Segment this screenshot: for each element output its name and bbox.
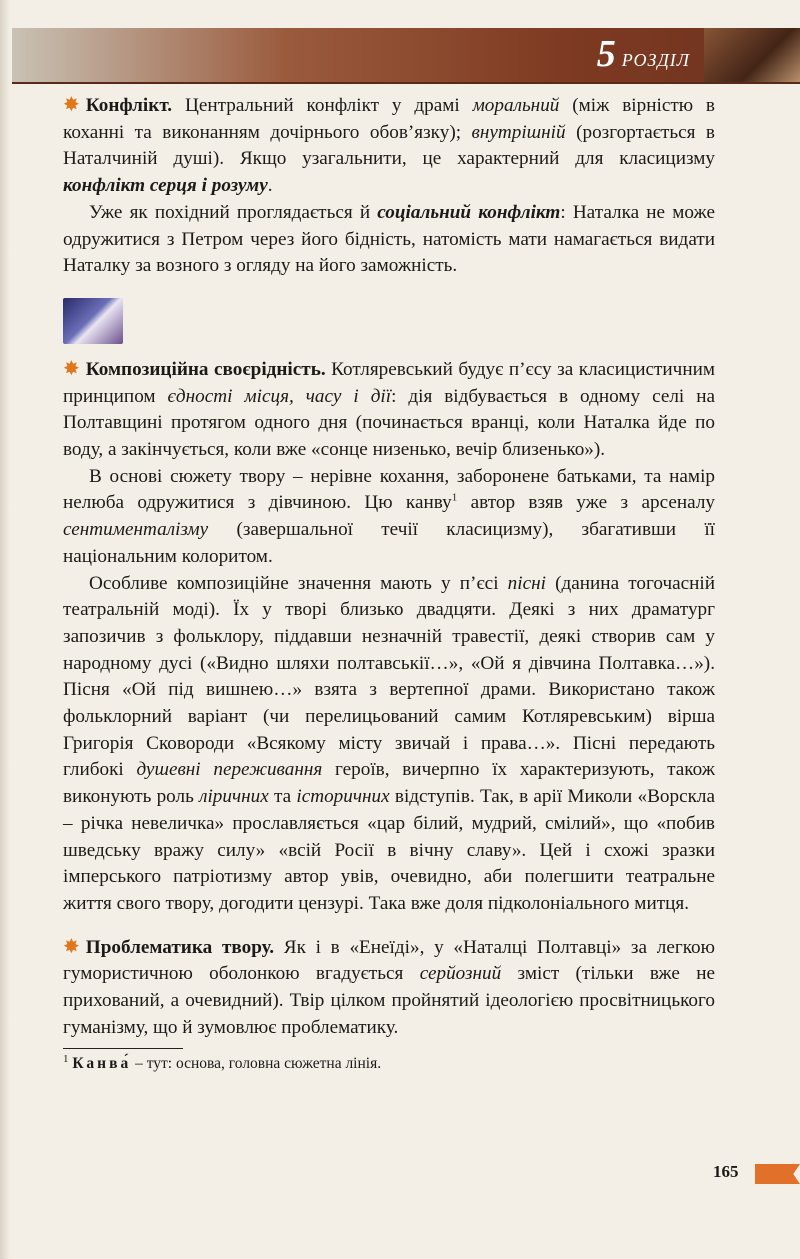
footnote-ref: 1 (451, 492, 458, 505)
text-run: (розгортається в Наталчиній душі). Якщо узагальнити, це характерний для класицизму (63, 121, 715, 170)
social-conflict-paragraph (63, 200, 715, 280)
emphasis-songs: пісні (507, 572, 546, 594)
text-run: (між вірністю в коханні та виконанням дочірнього обов’язку); (63, 95, 715, 143)
page-content (63, 92, 715, 1075)
conflict-paragraph (63, 92, 715, 200)
text-run: : дія відбувається в одному селі на Полтавщині протягом одного дня (починається вранці, коли Наталка йде по воду, а закінчується, коли вже «сонце низенько, вечір близенько»). (63, 385, 715, 461)
text-run: автор взяв уже з арсеналу (457, 492, 715, 514)
page-number-tab (713, 1160, 800, 1188)
problems-paragraph (63, 934, 715, 1042)
page-number-marker (755, 1164, 800, 1184)
emphasis-heart-mind: конфлікт серця і розуму (63, 175, 268, 197)
text-run: (завершальної течії класицизму), збагативши її національним колоритом. (63, 519, 715, 567)
chapter-number: 5 (596, 33, 616, 75)
conflict-heading: Конфлікт. (85, 95, 173, 116)
star-bullet-icon: ✸ (63, 94, 80, 116)
footnote-term: Канва́ (72, 1054, 132, 1072)
chapter-word: РОЗДІЛ (621, 50, 690, 70)
chapter-label (597, 32, 690, 76)
emphasis-sentimentalism: сентименталізму (63, 519, 209, 541)
songs-paragraph (63, 571, 715, 918)
emphasis-internal: внутрішній (471, 121, 566, 143)
header-illustration (704, 28, 800, 82)
star-bullet-icon: ✸ (63, 357, 80, 380)
emphasis-social-conflict: соціальний конфлікт (377, 201, 561, 223)
text-run: . (267, 175, 273, 197)
chapter-header-band (12, 28, 800, 84)
footnote (63, 1053, 715, 1075)
emphasis-feelings: душевні переживання (136, 759, 323, 781)
text-run: Як і в «Енеїді», у «Наталці Полтавці» за легкою гумористичною оболонкою вгадується (63, 936, 715, 985)
question-block (63, 294, 715, 344)
text-run: В основі сюжету твору – нерівне кохання, заборонене батьками, та намір нелюба одружитися з дівчиною. Цю канву (63, 465, 715, 514)
emphasis-moral: моральний (472, 95, 560, 116)
text-run: (данина тогочасній театральній моді). Їх у творі близько двадцяти. Деякі з них драматург запозичив з фольклору, піддавши незначній травестії, деякі створив сам у народному дусі («Видно шляхи полтавськії…», «Ой я дівчина Полтавка…»). Пісня «Ой під вишнею…» взята з вертепної драми. Використано також фольклорний варіант (чи перелицьований самим Котляревським) вірша Григорія Сковороди «Всякому місту звичай і права…». Пісні передають глибокі (63, 572, 715, 781)
page-number: 165 (713, 1162, 739, 1181)
emphasis-serious: серйозний (419, 963, 502, 985)
composition-paragraph (63, 356, 715, 464)
emphasis-historical: історичних (296, 786, 390, 808)
emphasis-unities: єдності місця, часу і дії (167, 385, 392, 407)
plot-paragraph (63, 464, 715, 571)
text-run: Котляревський будує п’єсу за класицистичним принципом (63, 358, 715, 407)
text-run: Центральний конфлікт у драмі (172, 95, 473, 116)
text-run: та (268, 786, 297, 808)
footnote-text: – тут: основа, головна сюжетна лінія. (131, 1054, 382, 1072)
text-run: героїв, вичерпно їх характеризують, також виконують роль (63, 759, 716, 808)
composition-heading: Композиційна своєрідність. (85, 358, 326, 380)
emphasis-lyrical: ліричних (199, 786, 269, 808)
footnote-rule (63, 1048, 183, 1049)
text-run: відступів. Так, в арії Миколи «Ворскла – річка невеличка» прославляється «цар білий, мудрий, смілий», що «побив шведську вражу силу» «всій Росії в вічну славу». Цей і схожі зразки імперського патріотизму автор увів, очевидно, аби полегшити театральне життя свого твору, догодити цензурі. Така вже доля підколоніального митця. (63, 786, 716, 914)
text-run: Особливе композиційне значення мають у п’єсі (89, 572, 508, 594)
footnote-mark: 1 (63, 1052, 69, 1065)
text-run: Уже як похідний проглядається й (89, 201, 378, 223)
page-edge (0, 0, 10, 1259)
open-book-icon (63, 298, 123, 344)
text-run: зміст (тільки вже не прихований, а очевидний). Твір цілком пройнятий ідеологією просвітницького гуманізму, що й зумовлює проблематику. (63, 963, 716, 1038)
star-bullet-icon: ✸ (63, 935, 80, 958)
text-run: : Наталка не може одружитися з Петром через його бідність, натомість мати намагається видати Наталку за возного з огляду на його заможність. (63, 201, 715, 277)
problems-heading: Проблематика твору. (85, 936, 275, 958)
